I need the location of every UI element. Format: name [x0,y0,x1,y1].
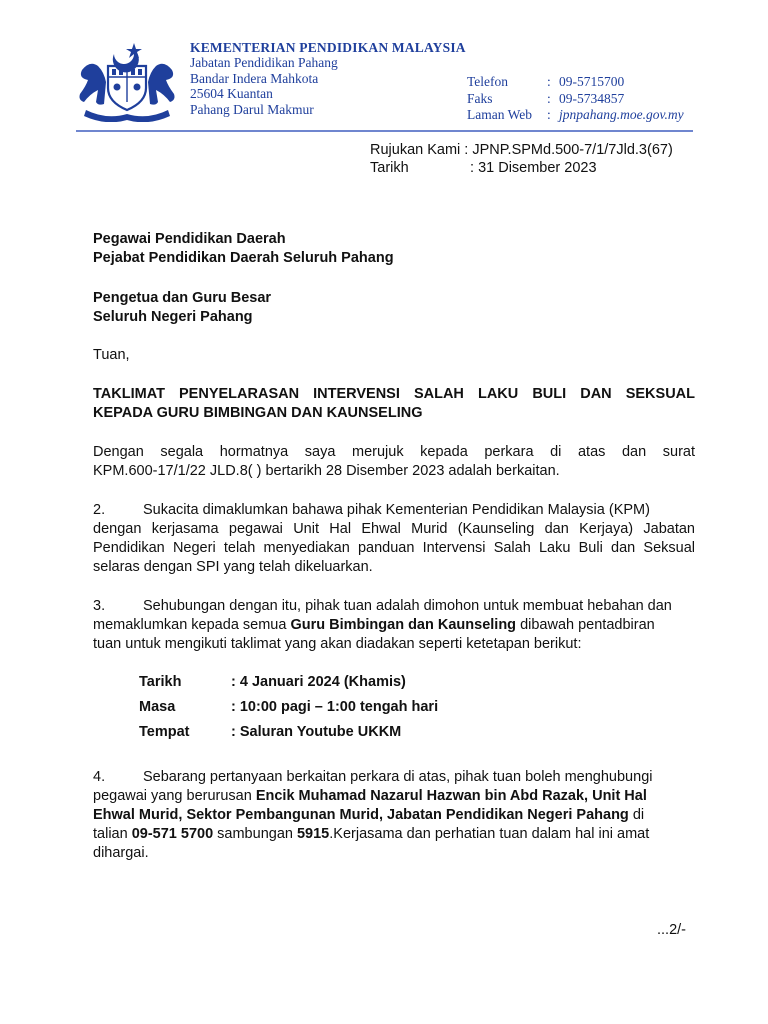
contact-value: 09-5715700 [559,74,625,89]
paragraph-line: selaras dengan SPI yang telah dikeluarkan. [93,559,373,575]
paragraph-text: pegawai yang berurusan [93,788,256,804]
date-row: Tarikh : 31 Disember 2023 [370,160,597,176]
paragraph-text: di [628,807,645,823]
paragraph-text: dibawah pentadbiran [516,617,655,633]
paragraph-text: Sebarang pertanyaan berkaitan perkara di atas, pihak tuan boleh menghubungi [143,769,653,785]
extension-number: 5915 [296,826,330,842]
paragraph-text: memaklumkan kepada semua [93,617,291,633]
address-line: Pahang Darul Makmur [190,101,314,117]
contact-fax: Faks : 09-5734857 [467,90,625,106]
schedule-table [139,670,438,745]
schedule-value: : Saluran Youtube UKKM [231,724,402,740]
letterhead [0,0,768,135]
paragraph-emphasis: Ehwal Murid, Sektor Pembangunan Murid, Jabatan Pendidikan Negeri Pahang [93,807,629,823]
recipient-line: Pengetua dan Guru Besar [93,290,272,306]
recipient-line: Seluruh Negeri Pahang [93,309,253,325]
paragraph-line: dihargai. [93,845,149,861]
date-value: 31 Disember 2023 [478,160,597,176]
contact-value: 09-5734857 [559,90,625,106]
paragraph-3 [93,597,695,654]
paragraph-line [93,501,695,520]
schedule-value: : 4 Januari 2024 (Khamis) [231,674,406,690]
paragraph-text: Sukacita dimaklumkan bahawa pihak Kementerian Pendidikan Malaysia (KPM) [143,502,650,518]
recipient-block-2 [93,289,695,327]
paragraph-number: 2. [93,502,106,518]
coat-of-arms-icon [72,40,182,122]
page-continuation: ...2/- [657,922,687,938]
reference-label: Rujukan Kami [370,142,461,158]
paragraph-emphasis: Guru Bimbingan dan Kaunseling [290,617,517,633]
paragraph-line [93,616,695,635]
paragraph-1 [93,443,695,481]
reference-value: JPNP.SPMd.500-7/1/7Jld.3(67) [472,142,673,158]
recipient-block-1 [93,230,695,268]
schedule-key: Tempat [139,724,190,740]
schedule-key: Tarikh [139,674,182,690]
contact-label: Faks [467,90,493,106]
reference-row: Rujukan Kami : JPNP.SPMd.500-7/1/7Jld.3(67) [370,142,673,158]
schedule-row [139,670,438,695]
subject-line: TAKLIMAT PENYELARASAN INTERVENSI SALAH LAKU BULI DAN SEKSUAL [93,386,695,402]
schedule-row [139,720,438,745]
schedule-row [139,695,438,720]
phone-number: 09-571 5700 [131,826,214,842]
paragraph-line [93,787,695,806]
contact-website: Laman Web : jpnpahang.moe.gov.my [467,107,684,122]
schedule-value: : 10:00 pagi – 1:00 tengah hari [231,699,439,715]
address-line: 25604 Kuantan [190,86,273,101]
paragraph-line: dengan kerjasama pegawai Unit Hal Ehwal Murid (Kaunseling dan Kerjaya) Jabatan [93,521,695,537]
schedule-key: Masa [139,699,176,715]
website-link[interactable]: jpnpahang.moe.gov.my [559,107,684,122]
letterhead-divider [76,130,693,132]
subject-line: KEPADA GURU BIMBINGAN DAN KAUNSELING [93,405,423,421]
paragraph-4 [93,768,695,863]
contact-block [467,74,684,124]
paragraph-line [93,768,695,787]
organization-block [190,40,466,117]
paragraph-line [93,806,695,825]
paragraph-line [93,825,695,844]
paragraph-line [93,597,695,616]
address-line: Bandar Indera Mahkota [190,70,319,86]
contact-label: Laman Web [467,107,533,122]
ministry-name: KEMENTERIAN PENDIDIKAN MALAYSIA [190,40,466,55]
subject-heading [93,385,695,423]
paragraph-line: KPM.600-17/1/22 JLD.8( ) bertarikh 28 Disember 2023 adalah berkaitan. [93,463,560,479]
paragraph-text: .Kerjasama dan perhatian tuan dalam hal ini amat [329,826,650,842]
recipient-line: Pejabat Pendidikan Daerah Seluruh Pahang [93,250,394,266]
paragraph-number: 3. [93,598,106,614]
date-label: Tarikh [370,160,409,176]
paragraph-line: Dengan segala hormatnya saya merujuk kepada perkara di atas dan surat [93,444,695,460]
paragraph-line: tuan untuk mengikuti taklimat yang akan diadakan seperti ketetapan berikut: [93,636,582,652]
paragraph-text: Sehubungan dengan itu, pihak tuan adalah dimohon untuk membuat hebahan dan [143,598,672,614]
address-line: Jabatan Pendidikan Pahang [190,55,338,70]
paragraph-line: Pendidikan Negeri telah menyediakan panduan Intervensi Salah Laku Buli dan Seksual [93,540,695,556]
paragraph-text: sambungan [213,826,297,842]
salutation: Tuan, [93,347,130,363]
paragraph-number: 4. [93,769,106,785]
contact-phone: Telefon : 09-5715700 [467,74,625,89]
paragraph-2 [93,501,695,577]
paragraph-emphasis: Encik Muhamad Nazarul Hazwan bin Abd Razak, Unit Hal [255,788,647,804]
contact-label: Telefon [467,74,509,89]
reference-block [370,141,673,177]
paragraph-text: talian [93,826,132,842]
recipient-line: Pegawai Pendidikan Daerah [93,231,286,247]
